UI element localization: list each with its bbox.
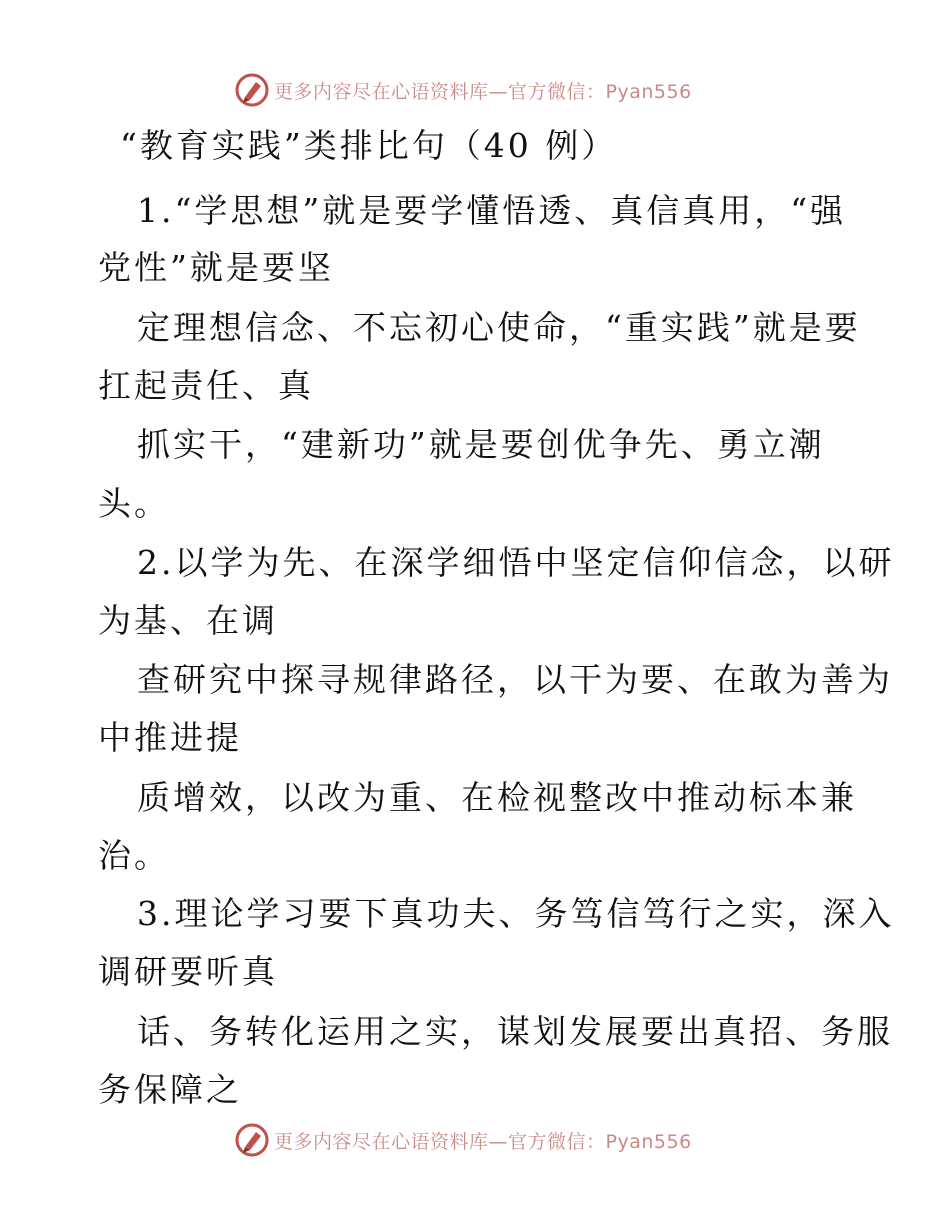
text-line: 治。 — [98, 836, 170, 875]
text-line: 质增效，以改为重、在检视整改中推动标本兼 — [137, 778, 857, 817]
document-title: “教育实践”类排比句（40 例） — [120, 126, 618, 165]
pen-logo-icon — [234, 72, 270, 108]
text-line: 为基、在调 — [98, 601, 278, 640]
text-line: 抓实干，“建新功”就是要创优争先、勇立潮 — [137, 425, 825, 464]
text-line: 1.“学思想”就是要学懂悟透、真信真用，“强 — [137, 191, 847, 230]
text-line: 党性”就是要坚 — [98, 248, 334, 287]
text-line: 中推进提 — [98, 718, 242, 757]
footer-banner — [234, 1122, 692, 1158]
text-line: 话、务转化运用之实，谋划发展要出真招、务服 — [137, 1012, 893, 1051]
text-line: 务保障之 — [98, 1070, 242, 1109]
header-banner — [234, 72, 692, 108]
text-line: 3.理论学习要下真功夫、务笃信笃行之实，深入 — [137, 894, 895, 933]
text-line: 2.以学为先、在深学细悟中坚定信仰信念，以研 — [137, 543, 895, 582]
banner-text: 更多内容尽在心语资料库—官方微信：Pyan556 — [274, 80, 692, 103]
text-line: 头。 — [98, 484, 170, 523]
banner-text: 更多内容尽在心语资料库—官方微信：Pyan556 — [274, 1130, 692, 1153]
text-line: 查研究中探寻规律路径，以干为要、在敢为善为 — [137, 660, 893, 699]
pen-logo-icon — [234, 1122, 270, 1158]
text-line: 调研要听真 — [98, 952, 278, 991]
text-line: 扛起责任、真 — [98, 366, 314, 405]
text-line: 定理想信念、不忘初心使命，“重实践”就是要 — [137, 308, 861, 347]
